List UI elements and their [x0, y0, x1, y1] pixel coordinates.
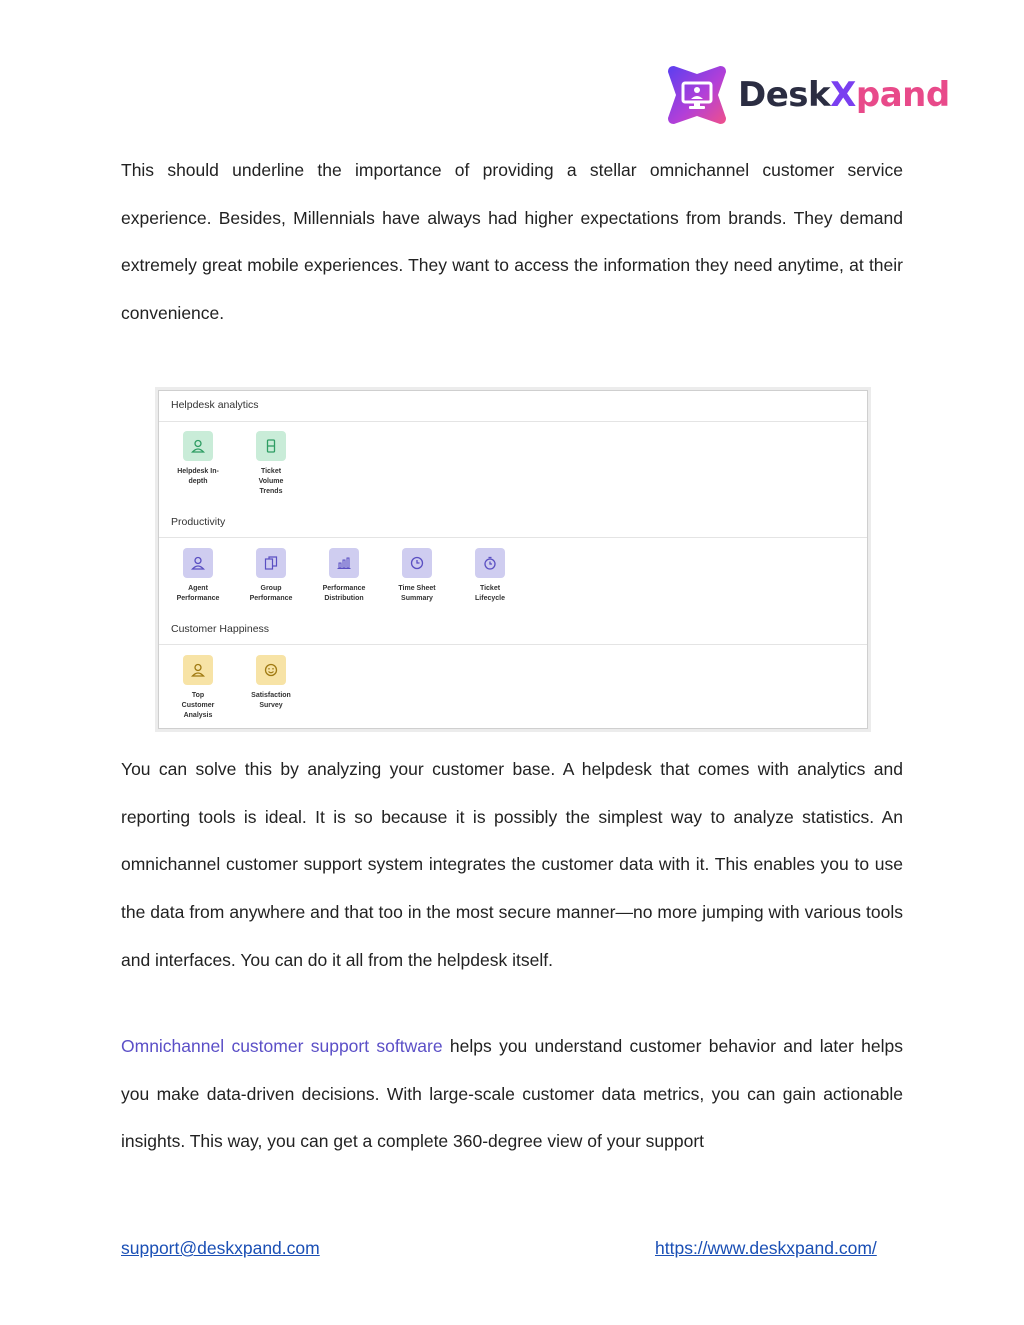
tile-ticket-volume-trends[interactable] — [240, 431, 302, 497]
tile-label: Time Sheet Summary — [398, 585, 436, 602]
smiley-icon — [256, 655, 286, 685]
brand-logo — [664, 60, 954, 130]
tile-top-customer-analysis[interactable] — [167, 655, 229, 721]
tile-label: Top Customer Analysis — [181, 692, 215, 719]
brand-name-part1: Desk — [738, 75, 831, 115]
tile-label: Ticket Lifecycle — [475, 585, 505, 602]
analytics-paragraph: You can solve this by analyzing your customer base. A helpdesk that comes with analytics and reporting tools is ideal. It is so because it is possibly the simplest way to analyze statistics. An omnichannel customer support system integrates the customer data with it. This enables you to use the data from anywhere and that too in the most secure manner—no more jumping with various tools and interfaces. You can do it all from the helpdesk itself. — [121, 759, 903, 970]
section-divider — [159, 421, 867, 422]
brand-name-part2: X — [830, 75, 856, 115]
section-title-customer-happiness: Customer Happiness — [171, 623, 270, 635]
stopwatch-icon — [475, 548, 505, 578]
hourglass-icon — [256, 431, 286, 461]
tile-ticket-lifecycle[interactable] — [459, 548, 521, 604]
monitor-person-icon — [664, 62, 730, 128]
documents-icon — [256, 548, 286, 578]
tile-label: Satisfaction Survey — [251, 692, 291, 709]
website-link[interactable]: https://www.deskxpand.com/ — [655, 1238, 877, 1258]
person-icon — [183, 655, 213, 685]
tile-label: Group Performance — [249, 585, 293, 602]
person-icon — [183, 431, 213, 461]
tile-performance-distribution[interactable] — [313, 548, 375, 604]
person-icon — [183, 548, 213, 578]
tile-label: Ticket Volume Trends — [258, 468, 284, 495]
bar-chart-icon — [329, 548, 359, 578]
omnichannel-software-link[interactable]: Omnichannel customer support software — [121, 1036, 443, 1056]
brand-name — [738, 75, 950, 115]
tile-satisfaction-survey[interactable] — [240, 655, 302, 711]
section-divider — [159, 644, 867, 645]
intro-paragraph: This should underline the importance of providing a stellar omnichannel customer service experience. Besides, Millennials have always had higher expectations from brands. They demand extremely great mobile experiences. They want to access the information they need anytime, at their convenience. — [121, 160, 903, 324]
tile-label: Performance Distribution — [322, 585, 366, 602]
section-title-helpdesk-analytics: Helpdesk analytics — [171, 399, 259, 411]
tile-label: Agent Performance — [176, 585, 220, 602]
support-email-link[interactable]: support@deskxpand.com — [121, 1238, 320, 1258]
helpdesk-analytics-panel — [158, 390, 868, 729]
tile-time-sheet-summary[interactable] — [386, 548, 448, 604]
tile-label: Helpdesk In- depth — [177, 468, 219, 485]
section-title-productivity: Productivity — [171, 516, 226, 528]
clock-icon — [402, 548, 432, 578]
software-paragraph-text: helps you understand customer behavior and later helps you make data-driven decisions. With large-scale customer data metrics, you can gain actionable insights. This way, you can get a complete 360-degree view of your support — [121, 1036, 904, 1152]
section-divider — [159, 537, 867, 538]
tile-group-performance[interactable] — [240, 548, 302, 604]
brand-name-part3: pand — [855, 75, 950, 115]
tile-helpdesk-in-depth[interactable] — [167, 431, 229, 487]
software-paragraph — [121, 1023, 903, 1166]
tile-agent-performance[interactable] — [167, 548, 229, 604]
